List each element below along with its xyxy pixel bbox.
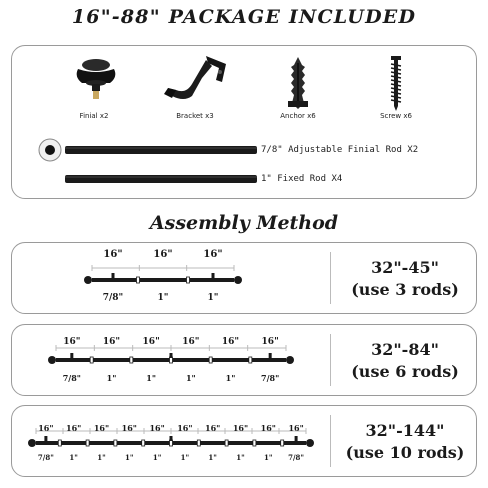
segment-type-label: 1" xyxy=(185,373,196,383)
segment-type-label: 7/8" xyxy=(62,373,81,383)
segment-length-label: 16" xyxy=(260,423,276,433)
segment-length-label: 16" xyxy=(103,249,123,260)
segment-type-label: 1" xyxy=(106,373,117,383)
rod-joint xyxy=(253,440,256,446)
segment-type-label: 7/8" xyxy=(288,453,305,462)
segment-length-label: 16" xyxy=(121,423,137,433)
page-title: 16"-88" PACKAGE INCLUDED xyxy=(71,6,417,28)
rod-joint xyxy=(114,440,117,446)
rod-joint xyxy=(197,440,200,446)
segment-length-label: 16" xyxy=(221,337,240,347)
segment-length-label: 16" xyxy=(142,337,160,347)
anchor-label: Anchor x6 xyxy=(280,112,316,120)
segment-length-label: 16" xyxy=(63,337,81,347)
bracket-mark-icon xyxy=(170,436,173,441)
bracket-mark-icon xyxy=(295,436,298,441)
bracket-label: Bracket x3 xyxy=(176,112,214,120)
rod-joint xyxy=(281,440,284,446)
segment-length-label: 16" xyxy=(205,423,221,433)
bracket-mark-icon xyxy=(44,436,47,441)
segment-length-label: 16" xyxy=(153,249,173,260)
adjustable-rod-label: 7/8" Adjustable Finial Rod X2 xyxy=(261,145,419,155)
segment-length-label: 16" xyxy=(177,423,193,433)
segment-type-label: 1" xyxy=(264,453,273,462)
segment-length-label: 16" xyxy=(288,423,304,433)
assembly-title: Assembly Method xyxy=(149,212,339,234)
segment-length-label: 16" xyxy=(102,337,121,347)
segment-type-label: 7/8" xyxy=(37,453,54,462)
segment-type-label: 1" xyxy=(225,373,236,383)
finial-label: Finial x2 xyxy=(79,112,109,120)
segment-type-label: 7/8" xyxy=(261,373,280,383)
range-label: 32"-144" (use 10 rods) xyxy=(345,421,465,462)
rod-joint xyxy=(225,440,228,446)
segment-type-label: 1" xyxy=(97,453,106,462)
segment-type-label: 1" xyxy=(236,453,245,462)
segment-type-label: 7/8" xyxy=(102,293,124,303)
rod-joint xyxy=(86,440,89,446)
segment-length-label: 16" xyxy=(38,423,54,433)
range-label: 32"-45" (use 3 rods) xyxy=(351,258,459,299)
segment-type-label: 1" xyxy=(146,373,157,383)
segment-type-label: 1" xyxy=(207,293,219,303)
segment-length-label: 16" xyxy=(203,249,223,260)
right-finial-icon xyxy=(306,439,314,447)
segment-length-label: 16" xyxy=(182,337,200,347)
segment-type-label: 1" xyxy=(157,293,169,303)
segment-length-label: 16" xyxy=(66,423,82,433)
segment-length-label: 16" xyxy=(93,423,110,433)
segment-type-label: 1" xyxy=(152,453,162,462)
segment-type-label: 1" xyxy=(208,453,217,462)
segment-type-label: 1" xyxy=(125,453,134,462)
left-finial-icon xyxy=(28,439,36,447)
segment-length-label: 16" xyxy=(232,423,249,433)
rod-joint xyxy=(58,440,61,446)
segment-length-label: 16" xyxy=(149,423,165,433)
rod-joint xyxy=(142,440,145,446)
range-label: 32"-84" (use 6 rods) xyxy=(351,340,459,381)
segment-length-label: 16" xyxy=(261,337,279,347)
screw-label: Screw x6 xyxy=(380,112,412,120)
segment-type-label: 1" xyxy=(69,453,78,462)
segment-type-label: 1" xyxy=(180,453,190,462)
fixed-rod-label: 1" Fixed Rod X4 xyxy=(261,174,343,184)
